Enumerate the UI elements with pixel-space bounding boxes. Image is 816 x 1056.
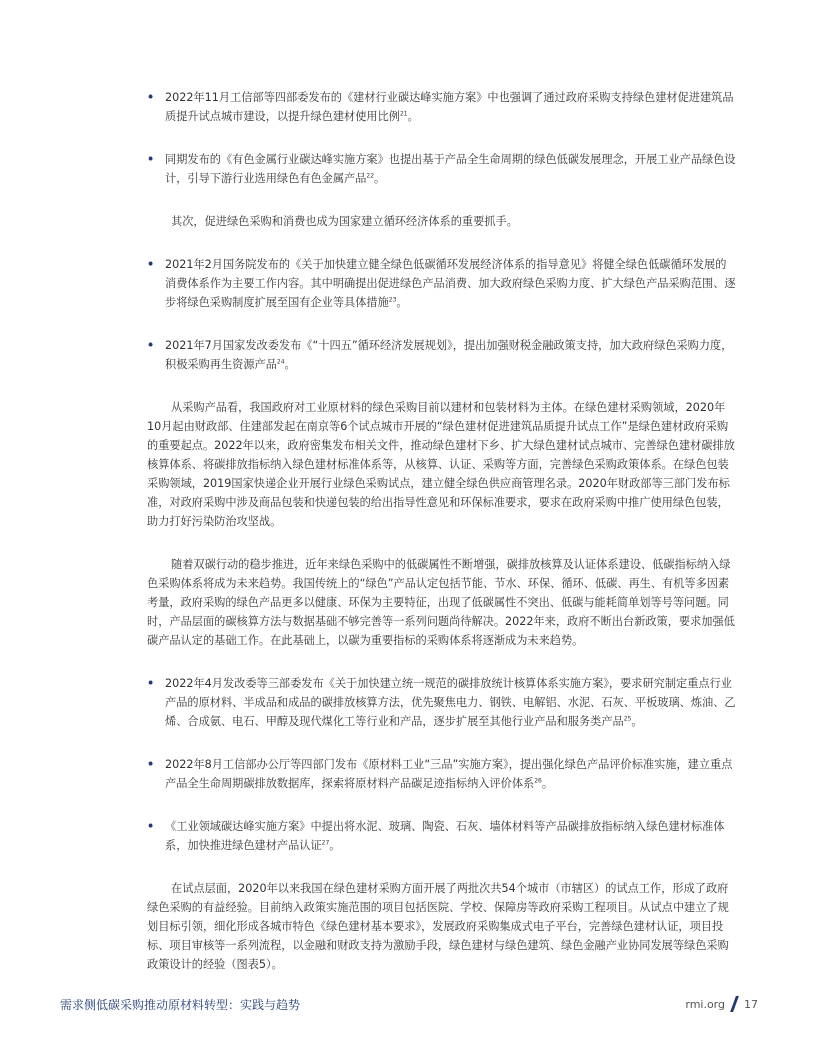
bullet-tail: 。 [374, 172, 386, 185]
slash-divider [730, 996, 739, 1012]
body-content [147, 88, 737, 998]
footnote-ref[interactable]: 23 [388, 296, 397, 304]
bullet-text: 《工业领域碳达峰实施方案》中提出将水泥、玻璃、陶瓷、石灰、墙体材料等产品碳排放指标纳入绿色建材标准体系，加快推进绿色建材产品认证 [165, 820, 725, 852]
footer-right [685, 996, 758, 1012]
bullet-dot-icon: • [147, 258, 155, 271]
bullet-text: 2022年4月发改委等三部委发布《关于加快建立统一规范的碳排放统计核算体系实施方案》，要求研究制定重点行业产品的原材料、半成品和成品的碳排放核算方法，优先聚焦电力、钢铁、电解铝、水泥、石灰、平板玻璃、炼油、乙烯、合成氨、电石、甲醇及现代煤化工等行业和产品，逐步扩展至其他行业产品和服务类产品 [165, 677, 736, 728]
bullet-tail: 。 [329, 839, 341, 852]
paragraph: 随着双碳行动的稳步推进，近年来绿色采购中的低碳属性不断增强，碳排放核算及认证体系建设、低碳指标纳入绿色采购体系将成为未来趋势。我国传统上的“绿色”产品认定包括节能、节水、环保、循环、低碳、再生、有机等多因素考量，政府采购的绿色产品更多以健康、环保为主要特征，出现了低碳属性不突出、低碳与能耗简单划等号等问题。同时，产品层面的碳核算方法与数据基础不够完善等一系列问题尚待解决。2022年来，政府不断出台新政策，要求加强低碳产品认定的基础工作。在此基础上，以碳为重要指标的采购体系将逐渐成为未来趋势。 [147, 558, 735, 647]
bullet-item [147, 817, 737, 855]
bullet-item [147, 674, 737, 731]
bullet-item [147, 150, 737, 188]
site-link[interactable]: rmi.org [685, 997, 725, 1011]
bullet-dot-icon: • [147, 339, 155, 352]
footnote-ref[interactable]: 22 [366, 172, 375, 180]
bullet-text: 2021年7月国家发改委发布《“十四五”循环经济发展规划》，提出加强财税金融政策支持，加大政府绿色采购力度，积极采购再生资源产品 [165, 339, 733, 371]
page-number: 17 [744, 997, 758, 1011]
bullet-dot-icon: • [147, 153, 155, 166]
footnote-ref[interactable]: 27 [321, 839, 330, 847]
bullet-tail: 。 [541, 777, 554, 790]
bullet-text: 同期发布的《有色金属行业碳达峰实施方案》也提出基于产品全生命周期的绿色低碳发展理念，开展工业产品绿色设计，引导下游行业选用绿色有色金属产品 [165, 153, 736, 185]
bullet-tail: 。 [407, 110, 419, 123]
paragraph: 在试点层面，2020年以来我国在绿色建材采购方面开展了两批次共54个城市（市辖区）的试点工作，形成了政府绿色采购的有益经验。目前纳入政策实施范围的项目包括医院、学校、保障房等政府采购工程项目。从试点中建立了规划目标引领，细化形成各城市特色《绿色建材基本要求》，发展政府采购集成式电子平台，完善绿色建材认证，项目投标、项目审核等一系列流程，以金融和财政支持为激励手段，绿色建材与绿色建筑、绿色金融产业协同发展等绿色采购政策设计的经验（图表5）。 [147, 882, 729, 971]
bullet-tail: 。 [396, 296, 408, 309]
bullet-tail: 。 [284, 358, 296, 371]
footnote-ref[interactable]: 25 [623, 715, 632, 723]
footnote-ref[interactable]: 26 [534, 777, 542, 785]
paragraph: 其次，促进绿色采购和消费也成为国家建立循环经济体系的重要抓手。 [171, 215, 518, 228]
footnote-ref[interactable]: 21 [399, 110, 408, 118]
bullet-tail: 。 [631, 715, 643, 728]
bullet-text: 2022年8月工信部办公厅等四部门发布《原材料工业“三品”实施方案》，提出强化绿色产品评价标准实施，建立重点产品全生命周期碳排放数据库，探索将原材料产品碳足迹指标纳入评价体系 [165, 758, 733, 790]
bullet-item [147, 88, 737, 126]
bullet-text: 2021年2月国务院发布的《关于加快建立健全绿色低碳循环发展经济体系的指导意见》将健全绿色低碳循环发展的消费体系作为主要工作内容。其中明确提出促进绿色产品消费、加大政府绿色采购力度、扩大绿色产品采购范围、逐步将绿色采购制度扩展至国有企业等具体措施 [165, 258, 736, 309]
footer-title: 需求侧低碳采购推动原材料转型：实践与趋势 [60, 998, 301, 1012]
footnote-ref[interactable]: 24 [276, 358, 285, 366]
bullet-dot-icon: • [147, 91, 155, 104]
paragraph: 从采购产品看，我国政府对工业原材料的绿色采购目前以建材和包装材料为主体。在绿色建材采购领域，2020年10月起由财政部、住建部发起在南京等6个试点城市开展的“绿色建材促进建筑品质提升试点工作”是绿色建材政府采购的重要起点。2022年以来，政府密集发布相关文件，推动绿色建材下乡、扩大绿色建材试点城市、完善绿色建材碳排放核算体系、将碳排放指标纳入绿色建材标准体系等，从核算、认证、采购等方面，完善绿色采购政策体系。在绿色包装采购领域，2019国家快递企业开展行业绿色采购试点，建立健全绿色供应商管理名录。2020年财政部等三部门发布标准，对政府采购中涉及商品包装和快递包装的给出指导性意见和环保标准要求，要求在政府采购中推广使用绿色包装，助力打好污染防治攻坚战。 [147, 401, 735, 528]
bullet-item [147, 755, 737, 793]
bullet-item [147, 255, 737, 312]
bullet-dot-icon: • [147, 758, 155, 771]
bullet-dot-icon: • [147, 677, 155, 690]
bullet-item [147, 336, 737, 374]
bullet-text: 2022年11月工信部等四部委发布的《建材行业碳达峰实施方案》中也强调了通过政府采购支持绿色建材促进建筑品质提升试点城市建设，以提升绿色建材使用比例 [165, 91, 734, 123]
bullet-dot-icon: • [147, 820, 155, 833]
